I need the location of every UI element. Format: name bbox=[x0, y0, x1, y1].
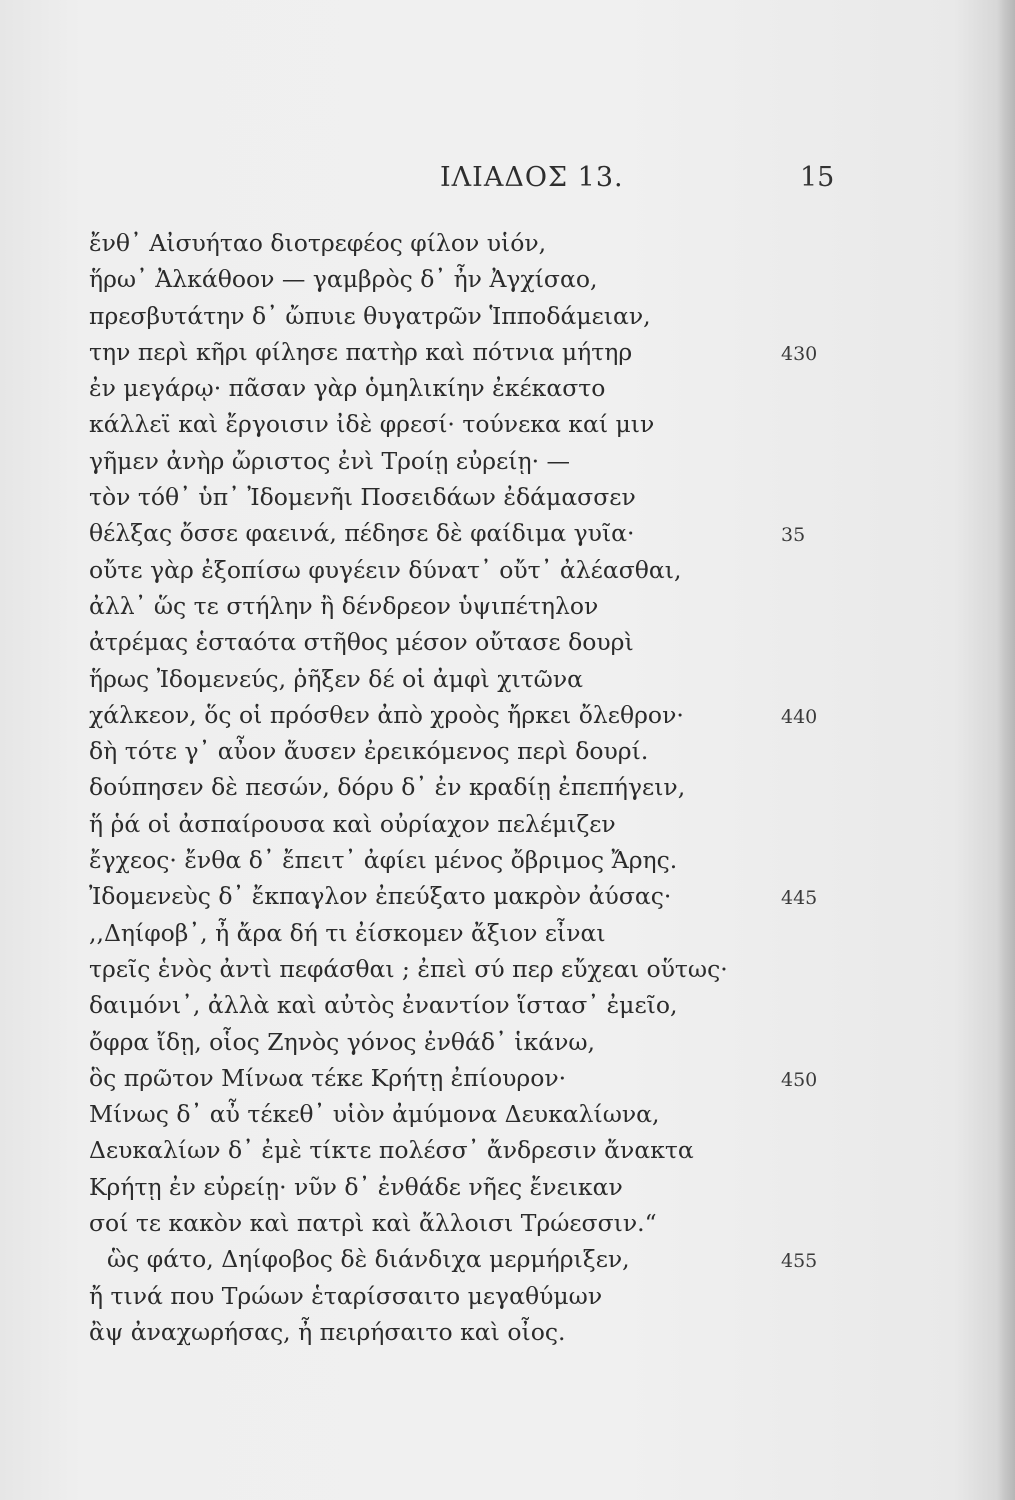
verse-line bbox=[0, 697, 1015, 733]
verse-text: ἀτρέμας ἑσταότα στῆθος μέσον οὔτασε δουρὶ bbox=[89, 628, 634, 657]
verse-text: δούπησεν δὲ πεσών, δόρυ δ᾽ ἐν κραδίῃ ἐπεπήγειν, bbox=[89, 773, 686, 802]
verse-text: τρεῖς ἑνὸς ἀντὶ πεφάσθαι ; ἐπεὶ σύ περ εὔχεαι οὕτως· bbox=[89, 954, 728, 983]
verse-line bbox=[0, 1096, 1015, 1132]
verse-text: θέλξας ὄσσε φαεινά, πέδησε δὲ φαίδιμα γυῖα· bbox=[89, 519, 635, 548]
verse-line bbox=[0, 1205, 1015, 1241]
verse-line bbox=[0, 951, 1015, 987]
verse-line bbox=[0, 298, 1015, 334]
verse-line bbox=[0, 1132, 1015, 1168]
verse-line bbox=[0, 370, 1015, 406]
verse-text: σοί τε κακὸν καὶ πατρὶ καὶ ἄλλοισι Τρώεσσιν.“ bbox=[89, 1209, 657, 1238]
verse-text: οὔτε γὰρ ἐξοπίσω φυγέειν δύνατ᾽ οὔτ᾽ ἀλέασθαι, bbox=[89, 555, 682, 584]
verse-text: Ἰδομενεὺς δ᾽ ἔκπαγλον ἐπεύξατο μακρὸν ἀύσας· bbox=[89, 882, 672, 911]
verse-line bbox=[0, 443, 1015, 479]
verse-line bbox=[0, 842, 1015, 878]
verse-text: ἥ ῥά οἱ ἀσπαίρουσα καὶ οὐρίαχον πελέμιζεν bbox=[89, 809, 616, 838]
verse-line bbox=[0, 624, 1015, 660]
verse-line bbox=[0, 1314, 1015, 1350]
verse-line bbox=[0, 225, 1015, 261]
verse-line bbox=[0, 479, 1015, 515]
verse-line bbox=[0, 987, 1015, 1023]
verse-line bbox=[0, 806, 1015, 842]
verse-line bbox=[0, 588, 1015, 624]
verse-text: γῆμεν ἀνὴρ ὤριστος ἐνὶ Τροίῃ εὐρείῃ· — bbox=[89, 446, 571, 475]
verse-text: ἔνθ᾽ Αἰσυήταο διοτρεφέος φίλον υἱόν, bbox=[89, 229, 547, 257]
verse-text: δὴ τότε γ᾽ αὖον ἄυσεν ἐρεικόμενος περὶ δουρί. bbox=[89, 737, 649, 766]
verse-line bbox=[0, 261, 1015, 297]
verse-line bbox=[0, 661, 1015, 697]
page-number: 15 bbox=[800, 162, 835, 193]
verse-text: ὣς φάτο, Δηίφοβος δὲ διάνδιχα μερμήριξεν, bbox=[107, 1245, 630, 1274]
verse-line bbox=[0, 1241, 1015, 1277]
verse-line bbox=[0, 1024, 1015, 1060]
line-number: 440 bbox=[781, 705, 818, 728]
line-number: 455 bbox=[781, 1250, 818, 1273]
verse-text: ὄφρα ἴδῃ, οἷος Ζηνὸς γόνος ἐνθάδ᾽ ἱκάνω, bbox=[89, 1027, 595, 1056]
verse-text: Μίνως δ᾽ αὖ τέκεθ᾽ υἱὸν ἀμύμονα Δευκαλίωνα, bbox=[89, 1100, 660, 1129]
verse-line bbox=[0, 1169, 1015, 1205]
running-title: ΙΛΙΑΔΟΣ 13. bbox=[440, 162, 624, 193]
line-number: 35 bbox=[781, 524, 806, 547]
verse-text: ὃς πρῶτον Μίνωα τέκε Κρήτῃ ἐπίουρον· bbox=[89, 1063, 567, 1092]
verse-line bbox=[0, 1278, 1015, 1314]
verse-text: ἥρως Ἰδομενεύς, ῥῆξεν δέ οἱ ἀμφὶ χιτῶνα bbox=[89, 664, 583, 693]
verse-text: τὸν τόθ᾽ ὑπ᾽ Ἰδομενῆι Ποσειδάων ἐδάμασσεν bbox=[89, 483, 636, 512]
verse-text: Κρήτῃ ἐν εὐρείῃ· νῦν δ᾽ ἐνθάδε νῆες ἔνεικαν bbox=[89, 1172, 623, 1201]
verse-line bbox=[0, 733, 1015, 769]
verse-block bbox=[0, 225, 1015, 1350]
line-number: 445 bbox=[781, 887, 818, 910]
verse-text: ἔγχεος· ἔνθα δ᾽ ἔπειτ᾽ ἀφίει μένος ὄβριμος Ἄρης. bbox=[89, 846, 678, 875]
verse-text: χάλκεον, ὅς οἱ πρόσθεν ἀπὸ χροὸς ἤρκει ὄλεθρον· bbox=[89, 700, 684, 729]
verse-text: πρεσβυτάτην δ᾽ ὤπυιε θυγατρῶν Ἱπποδάμειαν, bbox=[89, 301, 651, 330]
verse-text: ἤ τινά που Τρώων ἑταρίσσαιτο μεγαθύμων bbox=[89, 1281, 603, 1310]
verse-line bbox=[0, 1060, 1015, 1096]
line-number: 430 bbox=[781, 342, 818, 365]
verse-line bbox=[0, 552, 1015, 588]
verse-line bbox=[0, 406, 1015, 442]
verse-line bbox=[0, 878, 1015, 914]
verse-text: ἐν μεγάρῳ· πᾶσαν γὰρ ὁμηλικίην ἐκέκαστο bbox=[89, 374, 606, 403]
verse-line bbox=[0, 515, 1015, 551]
verse-text: ἀλλ᾽ ὥς τε στήλην ἢ δένδρεον ὑψιπέτηλον bbox=[89, 591, 599, 620]
running-head bbox=[0, 162, 1015, 202]
verse-text: ,,Δηίφοβ᾽, ἦ ἄρα δή τι ἐίσκομεν ἄξιον εἶναι bbox=[89, 918, 606, 947]
verse-line bbox=[0, 334, 1015, 370]
verse-text: ἥρω᾽ Ἀλκάθοον — γαμβρὸς δ᾽ ἦν Ἀγχίσαο, bbox=[89, 265, 598, 294]
verse-text: ἂψ ἀναχωρήσας, ἦ πειρήσαιτο καὶ οἶος. bbox=[89, 1317, 566, 1346]
verse-line bbox=[0, 769, 1015, 805]
verse-text: δαιμόνι᾽, ἀλλὰ καὶ αὐτὸς ἐναντίον ἵστασ᾽ ἐμεῖο, bbox=[89, 991, 678, 1020]
verse-text: Δευκαλίων δ᾽ ἐμὲ τίκτε πολέσσ᾽ ἄνδρεσιν ἄνακτα bbox=[89, 1136, 694, 1165]
verse-text: την περὶ κῆρι φίλησε πατὴρ καὶ πότνια μήτηρ bbox=[89, 337, 633, 366]
line-number: 450 bbox=[781, 1068, 818, 1091]
verse-line bbox=[0, 915, 1015, 951]
verse-text: κάλλεϊ καὶ ἔργοισιν ἰδὲ φρεσί· τούνεκα καί μιν bbox=[89, 410, 655, 439]
